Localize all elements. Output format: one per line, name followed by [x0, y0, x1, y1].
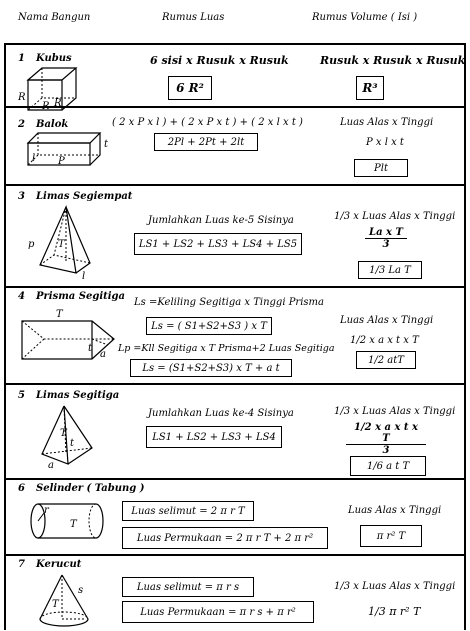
volume-formula-box: 1/2 atT: [356, 351, 416, 369]
row-limas-segiempat: [0, 185, 470, 286]
volume-formula-text-2: P x l x t: [366, 137, 404, 148]
cone-figure: [38, 575, 98, 631]
volume-formula-text: Luas Alas x Tinggi: [348, 505, 442, 516]
svg-text:a: a: [48, 460, 54, 471]
volume-formula-box: 1/3 La T: [358, 261, 422, 279]
luas-formula-box-2: Ls = (S1+S2+S3) x T + a t: [130, 359, 292, 377]
row-kubus: [0, 44, 470, 112]
luas-formula-box: Luas selimut = 2 π r T: [122, 501, 254, 521]
shape-name: 6 Selinder ( Tabung ): [18, 483, 145, 494]
svg-text:T: T: [58, 239, 65, 250]
shape-name: 3 Limas Segiempat: [18, 191, 133, 202]
luas-formula-text: 6 sisi x Rusuk x Rusuk: [150, 54, 289, 67]
row-kerucut: [0, 555, 470, 630]
svg-text:t: t: [88, 343, 93, 354]
volume-formula-text: 1/3 x Luas Alas x Tinggi: [334, 406, 456, 417]
luas-formula-text: ( 2 x P x l ) + ( 2 x P x t ) + ( 2 x l x t ): [112, 117, 303, 128]
luas-formula-box: LS1 + LS2 + LS3 + LS4: [146, 426, 282, 448]
svg-text:R: R: [42, 101, 50, 112]
volume-formula-box: 1/6 a t T: [350, 456, 426, 476]
luas-formula-box: LS1 + LS2 + LS3 + LS4 + LS5: [134, 233, 302, 255]
shape-name: 2 Balok: [18, 119, 69, 130]
svg-text:P: P: [58, 156, 65, 167]
cylinder-figure: [30, 501, 110, 541]
svg-text:t: t: [104, 139, 109, 150]
svg-text:r: r: [44, 505, 49, 516]
svg-text:T: T: [52, 599, 59, 610]
header-nama-bangun: Nama Bangun: [18, 12, 91, 23]
svg-text:p: p: [28, 239, 35, 250]
svg-text:t: t: [70, 438, 75, 449]
volume-formula-box: R³: [356, 76, 384, 100]
volume-formula-text: 1/3 x Luas Alas x Tinggi: [334, 581, 456, 592]
svg-text:a: a: [100, 349, 106, 360]
volume-formula-text: 1/3 x Luas Alas x Tinggi: [334, 211, 456, 222]
volume-formula-box: Plt: [354, 159, 408, 177]
svg-text:R: R: [54, 98, 62, 109]
luas-formula-text: Jumlahkan Luas ke-5 Sisinya: [148, 215, 294, 226]
luas-formula-text: Jumlahkan Luas ke-4 Sisinya: [148, 408, 294, 419]
header-rumus-luas: Rumus Luas: [162, 12, 225, 23]
shape-name: 5 Limas Segitiga: [18, 390, 120, 401]
luas-formula-text-2: Lp =Kll Segitiga x T Prisma+2 Luas Segitiga: [118, 343, 335, 354]
header-rumus-volume: Rumus Volume ( Isi ): [312, 12, 418, 23]
row-balok: [0, 107, 470, 184]
svg-text:l: l: [82, 271, 86, 282]
shape-name: 7 Kerucut: [18, 559, 82, 570]
shape-name: 4 Prisma Segitiga: [18, 291, 126, 302]
luas-formula-box: 6 R²: [168, 76, 212, 100]
row-limas-segitiga: [0, 384, 470, 478]
svg-text:T: T: [60, 428, 67, 439]
volume-formula-text: Luas Alas x Tinggi: [340, 117, 434, 128]
shape-name: 1 Kubus: [18, 53, 72, 64]
square-pyramid-figure: [28, 207, 96, 282]
luas-formula-text: Ls =Keliling Segitiga x Tinggi Prisma: [134, 297, 324, 308]
luas-formula-box: Luas selimut = π r s: [122, 577, 254, 597]
row-prisma-segitiga: [0, 287, 470, 383]
volume-formula-box: π r² T: [360, 525, 422, 547]
luas-formula-box: 2Pl + 2Pt + 2lt: [154, 133, 258, 151]
svg-text:l: l: [32, 153, 36, 164]
volume-formula-text: Luas Alas x Tinggi: [340, 315, 434, 326]
luas-formula-box: Ls = ( S1+S2+S3 ) x T: [146, 317, 272, 335]
volume-formula-text-2: 1/2 x a x t x T: [350, 335, 419, 346]
luas-formula-box-2: Luas Permukaan = π r s + π r²: [122, 601, 314, 623]
svg-text:s: s: [78, 585, 84, 596]
luas-formula-box-2: Luas Permukaan = 2 π r T + 2 π r²: [122, 527, 328, 549]
triangular-prism-figure: [18, 309, 118, 363]
row-selinder: [0, 479, 470, 554]
svg-text:T: T: [56, 309, 63, 320]
triangular-pyramid-figure: [38, 406, 98, 471]
volume-fraction: $\frac{\text{1/2 x a x t x T}}{3}$: [346, 422, 426, 456]
volume-fraction: $\frac{\text{La x T}}{3}$: [356, 227, 416, 250]
cube-figure: [18, 66, 88, 112]
svg-text:R: R: [18, 92, 26, 103]
cuboid-figure: [28, 133, 108, 169]
volume-formula-text: Rusuk x Rusuk x Rusuk: [320, 54, 466, 67]
volume-formula-text-2: 1/3 π r² T: [368, 605, 421, 618]
table-header: [0, 0, 470, 40]
svg-text:T: T: [70, 519, 77, 530]
